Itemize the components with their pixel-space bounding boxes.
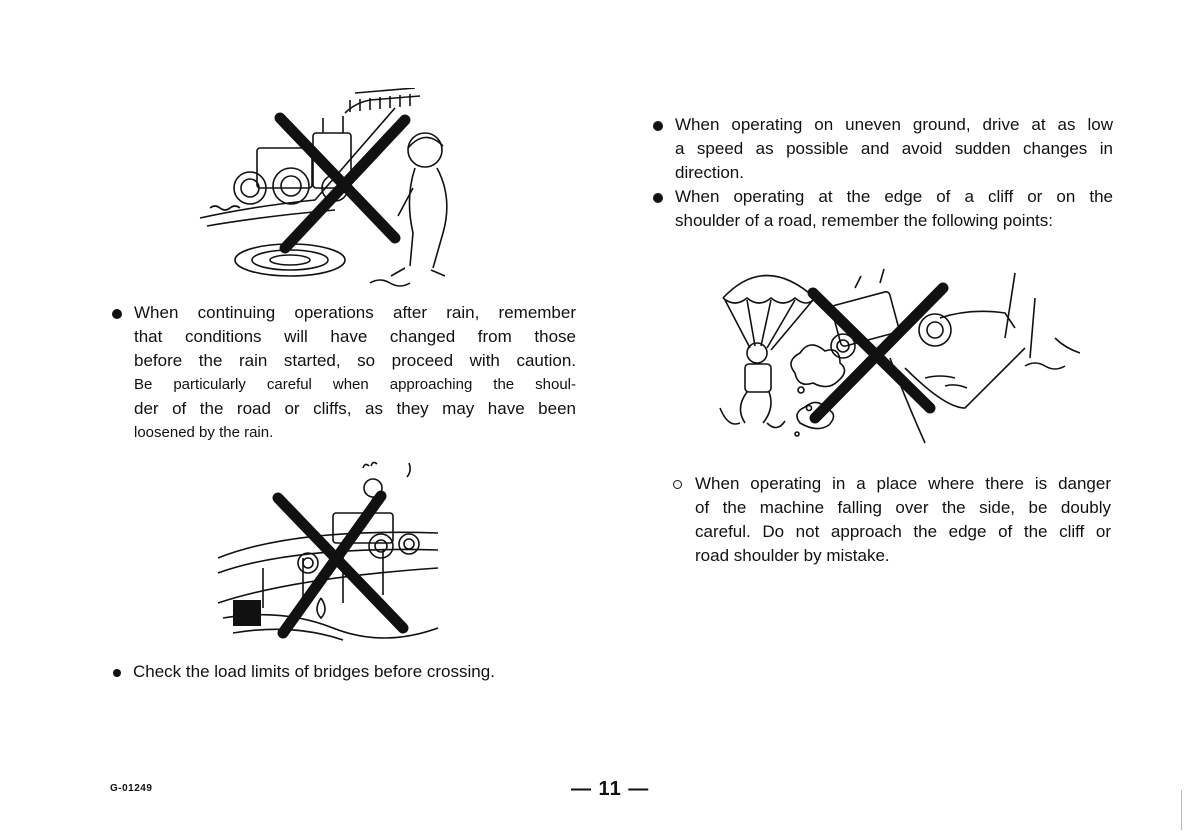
document-code: G-01249 xyxy=(110,783,153,794)
page-number: — 11 — xyxy=(571,778,650,800)
page-edge-divider xyxy=(1181,790,1182,830)
bullet-icon xyxy=(112,309,122,319)
rain-slope-illustration xyxy=(195,88,465,293)
bullet-icon xyxy=(653,121,663,131)
bridge-bullet-item xyxy=(133,660,553,684)
danger-line-4: road shoulder by mistake. xyxy=(695,546,890,565)
dark-block-icon xyxy=(233,600,261,626)
rain-line-6: loosened by the rain. xyxy=(134,424,274,441)
rain-line-5: der of the road or cliffs, as they may have been xyxy=(134,399,576,418)
danger-bullet-item xyxy=(695,472,1111,568)
cliff-edge-bullet-item xyxy=(675,185,1113,233)
bridge-illustration xyxy=(213,458,448,648)
cliff-illustration xyxy=(705,258,1080,453)
bullet-icon xyxy=(653,193,663,203)
uneven-ground-bullet-item xyxy=(675,113,1113,185)
cliff-line-1: When operating at the edge of a cliff or on the xyxy=(675,187,1113,206)
uneven-line-1: When operating on uneven ground, drive at as low xyxy=(675,115,1113,134)
danger-line-2: of the machine falling over the side, be doubly xyxy=(695,498,1111,517)
bullet-icon xyxy=(113,669,121,677)
bridge-line: Check the load limits of bridges before crossing. xyxy=(133,662,495,681)
rain-line-4: Be particularly careful when approaching the shoul- xyxy=(134,376,576,393)
rain-bullet-item xyxy=(134,301,576,445)
uneven-line-2: a speed as possible and avoid sudden changes in xyxy=(675,139,1113,158)
rain-line-2: that conditions will have changed from those xyxy=(134,327,576,346)
bullet-ring-icon xyxy=(673,480,682,489)
danger-line-3: careful. Do not approach the edge of the cliff or xyxy=(695,522,1111,541)
tractor-falling-off-cliff-crossed-out-icon xyxy=(705,258,1080,453)
rain-line-3: before the rain started, so proceed with caution. xyxy=(134,351,576,370)
danger-line-1: When operating in a place where there is danger xyxy=(695,474,1111,493)
rain-line-1: When continuing operations after rain, remember xyxy=(134,303,576,322)
uneven-line-3: direction. xyxy=(675,163,744,182)
cliff-line-2: shoulder of a road, remember the following points: xyxy=(675,211,1053,230)
tractor-on-wet-slope-crossed-out-icon xyxy=(195,88,465,293)
tractor-overloaded-bridge-crossed-out-icon xyxy=(213,458,448,648)
